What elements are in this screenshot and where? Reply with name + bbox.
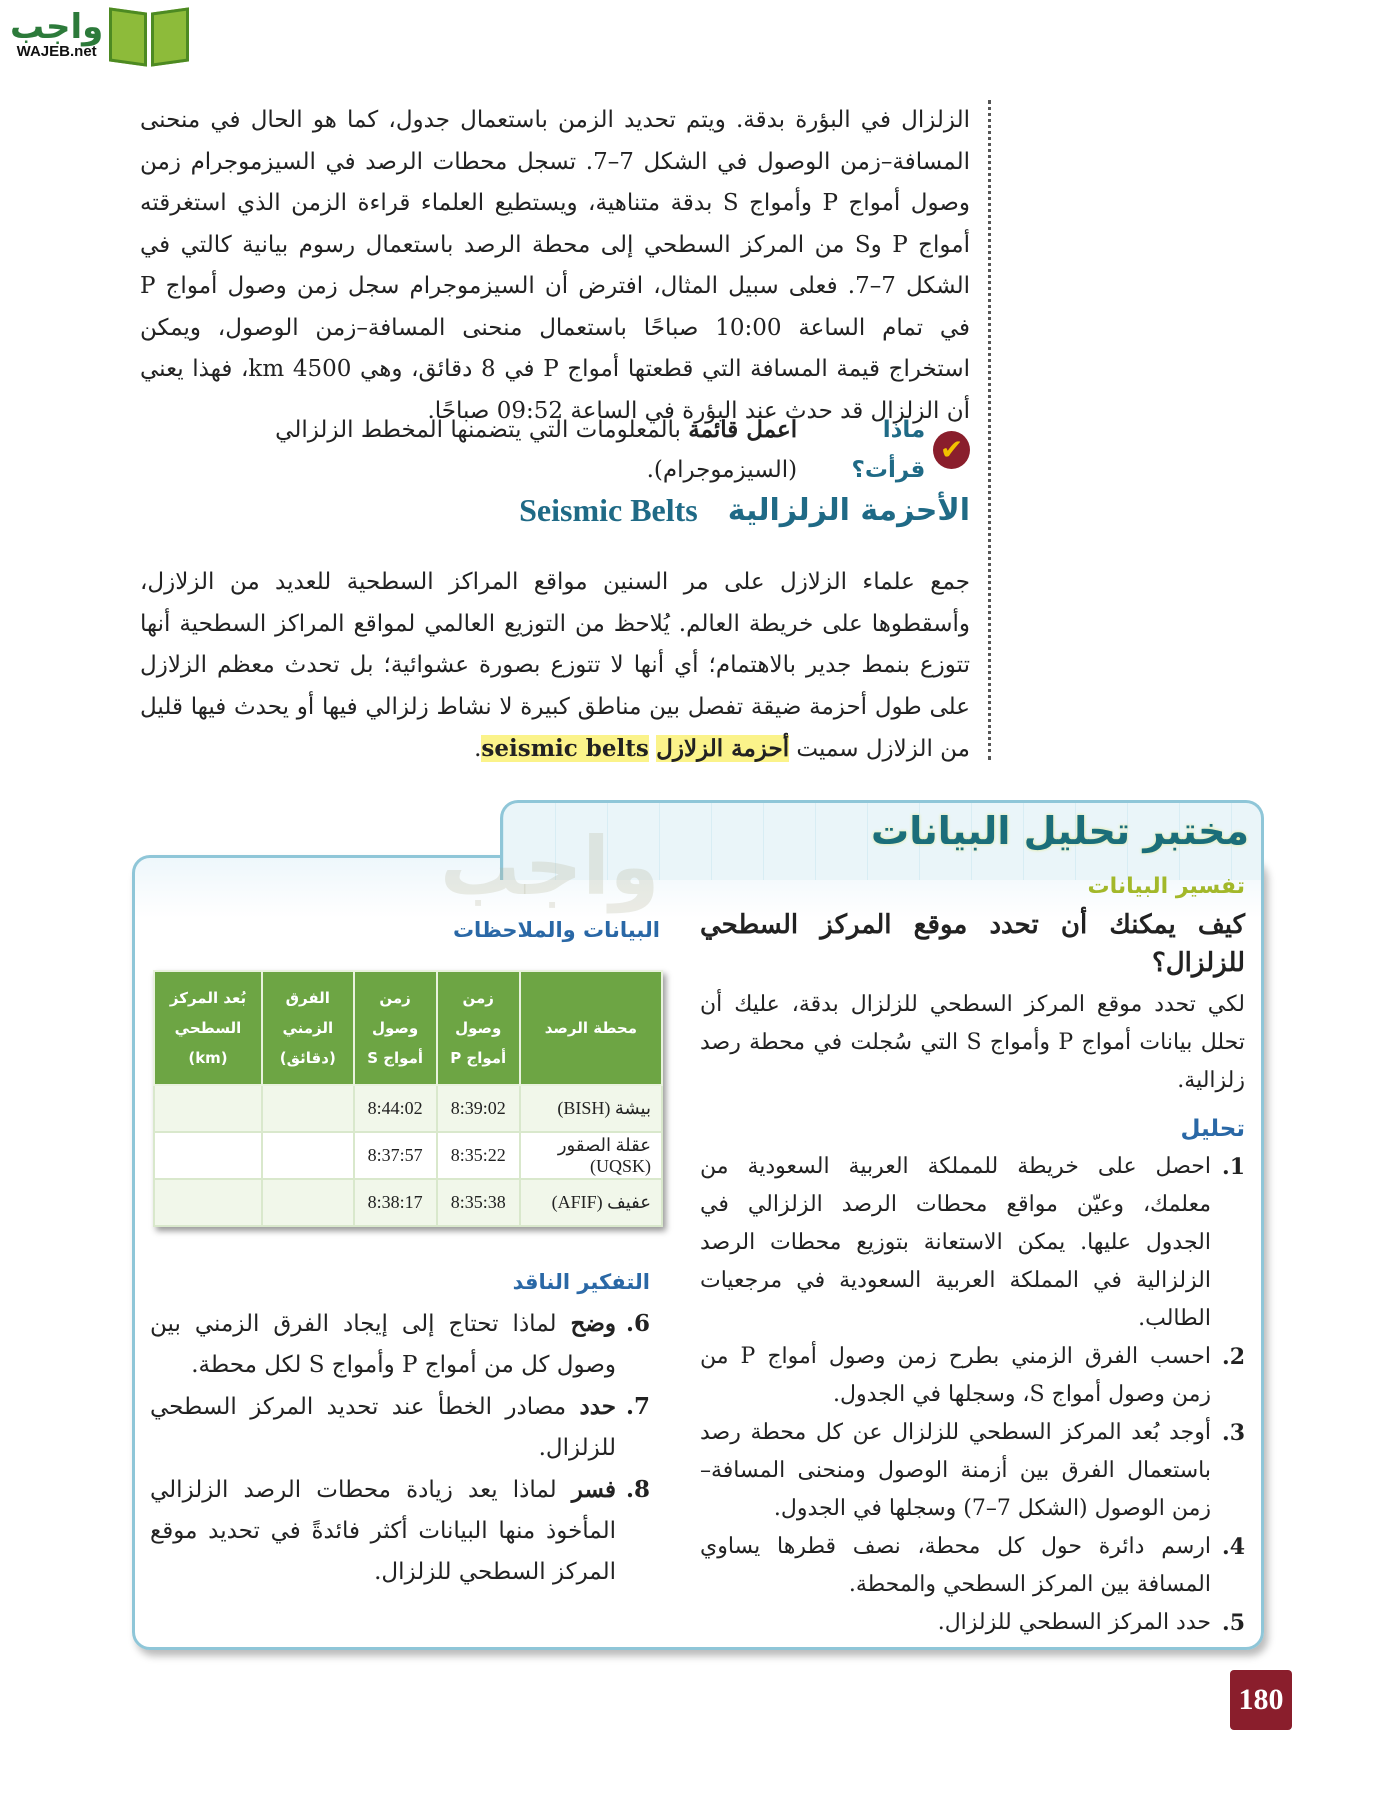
col-header: زمن وصول أمواج P <box>437 971 520 1085</box>
lab-right-column <box>700 868 1245 1642</box>
analysis-steps <box>700 1148 1245 1642</box>
page-number: 180 <box>1230 1670 1292 1730</box>
col-header: بُعد المركز السطحي (km) <box>154 971 262 1085</box>
paragraph-1: الزلزال في البؤرة بدقة. ويتم تحديد الزمن باستعمال جدول، كما هو الحال في منحنى المسافة–زمن الوصول في الشكل 7–7. تسجل محطات الرصد في السيزموجرام زمن وصول أمواج P وأمواج S بدقة متناهية، ويستطيع العلماء قراءة الزمن الذي استغرقته أمواج P وS من المركز السطحي إلى محطة الرصد باستعمال رسوم بيانية كالتي في الشكل 7–7. فعلى سبيل المثال، افترض أن السيزموجرام سجل زمن وصول أمواج P في تمام الساعة 10:00 صباحًا باستعمال منحنى المسافة–زمن الوصول، ويمكن استخراج قيمة المسافة التي قطعتها أمواج P في 8 دقائق، وهي 4500 km، فهذا يعني أن الزلزال قد حدث عند البؤرة في الساعة 09:52 صباحًا. <box>140 107 970 424</box>
critical-title: التفكير الناقد <box>512 1270 650 1294</box>
step: 5. حدد المركز السطحي للزلزال. <box>937 1610 1245 1636</box>
col-header: محطة الرصد <box>520 971 662 1085</box>
lab-question: كيف يمكنك أن تحدد موقع المركز السطحي للزلزال؟ <box>700 910 1245 978</box>
critical-item: 6. وضح لماذا تحتاج إلى إيجاد الفرق الزمني بين وصول كل من أمواج P وأمواج S لكل محطة. <box>150 1310 650 1378</box>
critical-item: 7. حدد مصادر الخطأ عند تحديد المركز السطحي للزلزال. <box>150 1393 650 1461</box>
term-english: seismic belts <box>481 735 649 762</box>
table-title: البيانات والملاحظات <box>452 918 660 942</box>
table-row: بيشة (BISH) 8:39:02 8:44:02 <box>154 1085 662 1132</box>
reading-check-text: بالمعلومات التي يتضمنها المخطط الزلزالي (السيزموجرام). <box>275 417 798 483</box>
heading-english: Seismic Belts <box>519 492 698 528</box>
logo-latin: WAJEB.net <box>16 42 97 60</box>
heading-arabic: الأحزمة الزلزالية <box>727 493 970 528</box>
critical-item: 8. فسر لماذا يعد زيادة محطات الرصد الزلزالي المأخوذ منها البيانات أكثر فائدةً في تحديد موقع المركز السطحي للزلزال. <box>150 1476 650 1585</box>
step: 4. ارسم دائرة حول كل محطة، نصف قطرها يساوي المسافة بين المركز السطحي والمحطة. <box>700 1534 1245 1597</box>
paragraph-2: جمع علماء الزلازل على مر السنين مواقع المراكز السطحية للعديد من الزلازل، وأسقطوها على خريطة العالم. يُلاحظ من التوزيع العالمي لمواقع المراكز السطحية أنها تتوزع بنمط جدير بالاهتمام؛ أي أنها لا تتوزع بصورة عشوائية؛ بل تحدث معظم الزلازل على طول أحزمة ضيقة تفصل بين مناطق كبيرة لا نشاط زلزالي فيها أو يحدث فيها قليل من الزلازل سميت أحزمة الزلازل seismic belts. <box>140 569 970 762</box>
table-row: عفيف (AFIF) 8:35:38 8:38:17 <box>154 1179 662 1226</box>
step: 1. احصل على خريطة للمملكة العربية السعودية من معلمك، وعيّن مواقع محطات الرصد الزلزالي في الجدول عليها. يمكن الاستعانة بتوزيع محطات الرصد الزلزالية في المملكة العربية السعودية في مرجعيات الطالب. <box>700 1154 1245 1331</box>
lab-intro: لكي تحدد موقع المركز السطحي للزلزال بدقة، عليك أن تحلل بيانات أمواج P وأمواج S التي سُجلت في محطة رصد زلزالية. <box>700 992 1245 1093</box>
table-row: عقلة الصقور (UQSK) 8:35:22 8:37:57 <box>154 1132 662 1179</box>
reading-check-label: ماذا قرأت؟ <box>851 417 926 483</box>
col-header: زمن وصول أمواج S <box>354 971 437 1085</box>
checkmark-icon: ✔ <box>933 431 970 469</box>
step: 2. احسب الفرق الزمني بطرح زمن وصول أمواج P من زمن وصول أمواج S، وسجلها في الجدول. <box>700 1344 1245 1407</box>
book-icon <box>109 4 189 64</box>
analysis-title: تحليل <box>1180 1116 1245 1142</box>
critical-thinking <box>150 1262 650 1593</box>
reading-check-action: اعمل قائمة <box>688 416 798 443</box>
lab-subtitle: تفسير البيانات <box>1087 874 1245 899</box>
logo-arabic: واجب <box>10 6 104 47</box>
table-header-row <box>154 971 662 1085</box>
term-arabic: أحزمة الزلازل <box>656 735 790 762</box>
paragraph-2-text: جمع علماء الزلازل على مر السنين مواقع المراكز السطحية للعديد من الزلازل، وأسقطوها على خريطة العالم. يُلاحظ من التوزيع العالمي لمواقع المراكز السطحية أنها تتوزع بنمط جدير بالاهتمام؛ أي أنها لا تتوزع بصورة عشوائية؛ بل تحدث معظم الزلازل على طول أحزمة ضيقة تفصل بين مناطق كبيرة لا نشاط زلزالي فيها أو يحدث فيها قليل من الزلازل سميت <box>140 569 970 762</box>
reading-check <box>140 410 970 490</box>
logo <box>10 4 189 64</box>
step: 3. أوجد بُعد المركز السطحي للزلزال عن كل محطة رصد باستعمال الفرق بين أزمنة الوصول ومنحنى المسافة–زمن الوصول (الشكل 7–7) وسجلها في الجدول. <box>700 1420 1245 1521</box>
data-table <box>153 970 663 1227</box>
lab-title: مختبر تحليل البيانات <box>871 809 1249 853</box>
section-heading <box>490 492 970 529</box>
dotted-divider <box>988 100 991 760</box>
watermark: واجب <box>440 820 660 913</box>
col-header: الفرق الزمني (دقائق) <box>262 971 354 1085</box>
